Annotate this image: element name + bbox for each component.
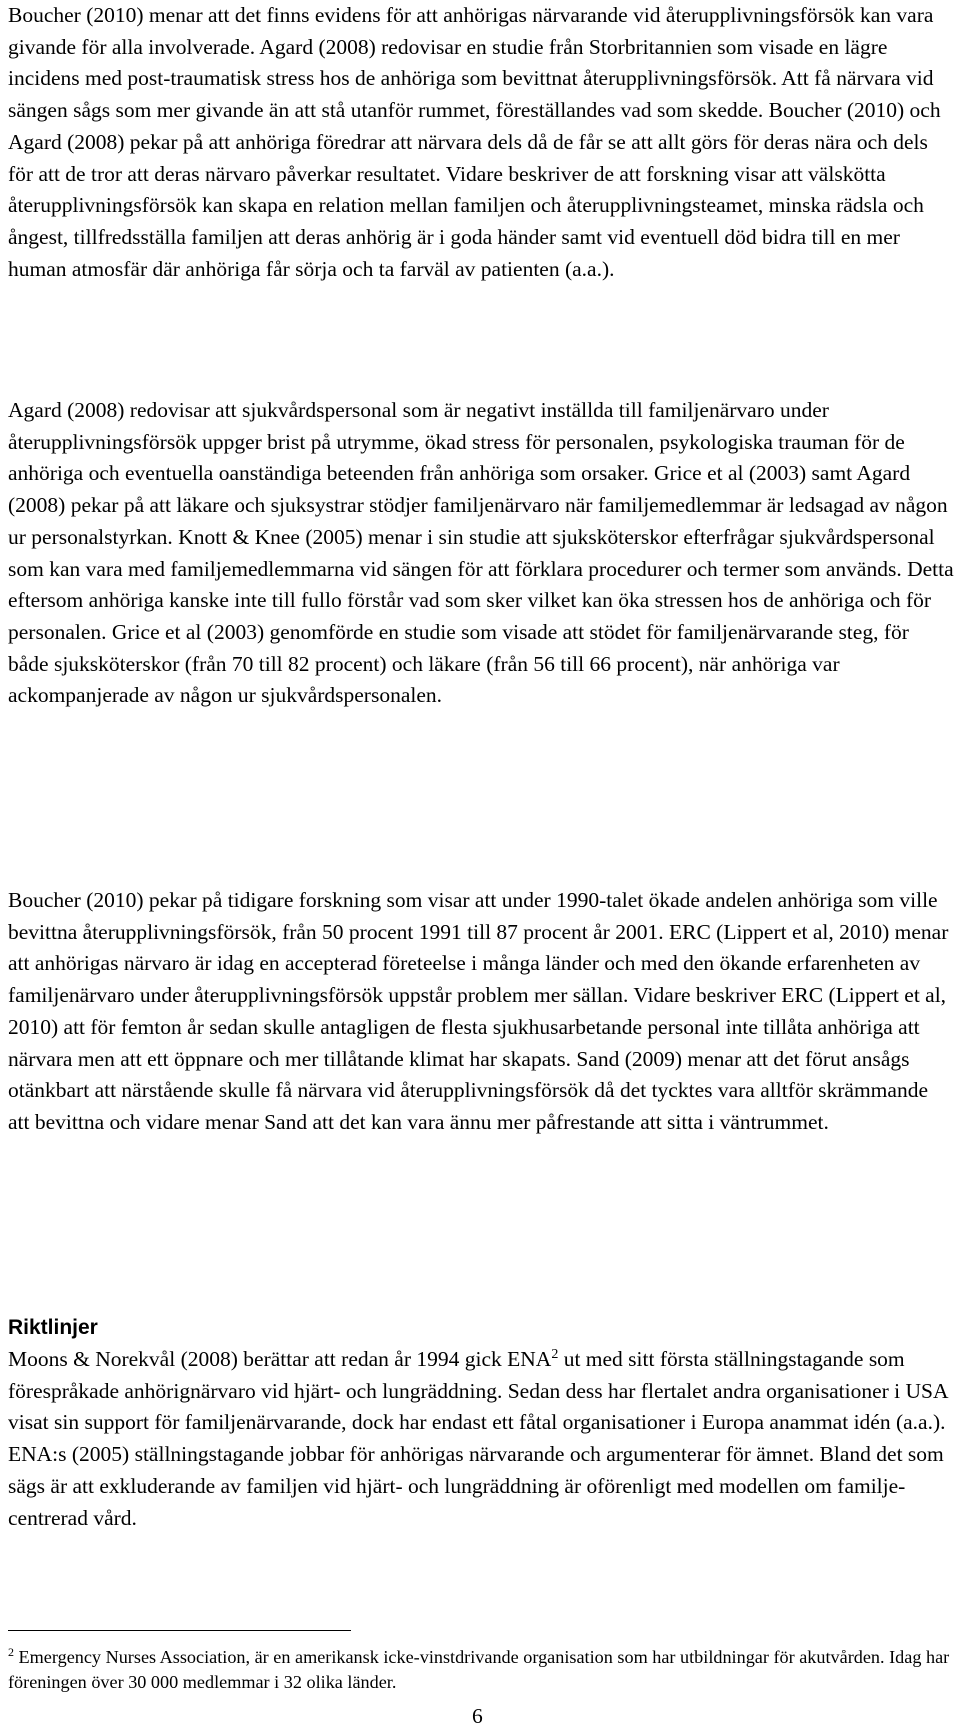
paragraph-riktlinjer-text-end: ut med sitt första ställningstagande som förespråkade anhörignärvaro vid hjärt- och lungräddning. Sedan dess har flertalet andra organisationer i USA visat sin support för familjenärvarande, dock har endast ett fåtal organisationer i Europa anammat idén (a.a.). ENA:s (2005) ställningstagande jobbar för anhörigas närvarande och argumenterar för ämnet. Bland det som sägs är att exkluderande av familjen vid hjärt- och lungräddning är oförenligt med modellen om familje-centrerad vård. <box>8 1347 948 1530</box>
section-heading: Riktlinjer <box>8 1316 98 1339</box>
paragraph-1: Boucher (2010) menar att det finns evidens för att anhörigas närvarande vid återupplivningsförsök kan vara givande för alla involverade. Agard (2008) redovisar en studie från Storbritannien som visade en lägre incidens med post-traumatisk stress hos de anhöriga som bevittnat återupplivningsförsök. Att få närvara vid sängen sågs som mer givande än att stå utanför rummet, föreställandes vad som skedde. Boucher (2010) och Agard (2008) pekar på att anhöriga föredrar att närvara dels då de får se att allt görs för deras nära och dels för att de tror att deras närvaro påverkar resultatet. Vidare beskriver de att forskning visar att välskötta återupplivningsförsök kan skapa en relation mellan familjen och återupplivningsteamet, minska rädsla och ångest, tillfredsställa familjen att deras anhörig är i goda händer samt vid eventuell död bidra till en mer human atmosfär där anhöriga får sörja och ta farväl av patienten (a.a.). <box>8 3 941 281</box>
paragraph-3: Boucher (2010) pekar på tidigare forskning som visar att under 1990-talet ökade andelen anhöriga som ville bevittna återupplivningsförsök, från 50 procent 1991 till 87 procent år 2001. ERC (Lippert et al, 2010) menar att anhörigas närvaro är idag en accepterad företeelse i många länder och med den ökande erfarenheten av familjenärvaro under återupplivningsförsök uppstår problem mer sällan. Vidare beskriver ERC (Lippert et al, 2010) att för femton år sedan skulle antagligen de flesta sjukhusarbetande personal inte tillåta anhöriga att närvara men att ett öppnare och mer tillåtande klimat har skapats. Sand (2009) menar att det förut ansågs otänkbart att närstående skulle få närvara vid återupplivningsförsök då det tycktes vara alltför skrämmande att bevittna och vidare menar Sand att det kan vara ännu mer påfrestande att sitta i väntrummet. <box>8 888 949 1134</box>
paragraph-riktlinjer-text-start: Moons & Norekvål (2008) berättar att redan år 1994 gick ENA <box>8 1347 552 1371</box>
footnote-text: Emergency Nurses Association, är en amerikansk icke-vinstdrivande organisation som har utbildningar för akutvården. Idag har föreningen över 30 000 medlemmar i 32 olika länder. <box>8 1647 950 1692</box>
paragraph-riktlinjer <box>8 1344 954 1534</box>
footnote-separator <box>8 1630 351 1631</box>
footnote-mark: 2 <box>8 1644 14 1659</box>
page-number: 6 <box>472 1704 483 1728</box>
paragraph-2: Agard (2008) redovisar att sjukvårdspersonal som är negativt inställda till familjenärvaro under återupplivningsförsök uppger brist på utrymme, ökad stress för personalen, psykologiska trauman för de anhöriga och eventuella oanständiga beteenden från anhöriga som orsaker. Grice et al (2003) samt Agard (2008) pekar på att läkare och sjuksystrar stödjer familjenärvaro när familjemedlemmar är ledsagad av någon ur personalstyrkan. Knott & Knee (2005) menar i sin studie att sjuksköterskor efterfrågar sjukvårdspersonal som kan vara med familjemedlemmarna vid sängen för att förklara procedurer och termer som används. Detta eftersom anhöriga kanske inte till fullo förstår vad som sker vilket kan öka stressen hos de anhöriga och för personalen. Grice et al (2003) genomförde en studie som visade att stödet för familjenärvarande steg, för både sjuksköterskor (från 70 till 82 procent) och läkare (från 56 till 66 procent), när anhöriga var ackompanjerade av någon ur sjukvårdspersonalen. <box>8 398 954 708</box>
footnote <box>8 1645 954 1694</box>
footnote-reference: 2 <box>551 1346 559 1362</box>
